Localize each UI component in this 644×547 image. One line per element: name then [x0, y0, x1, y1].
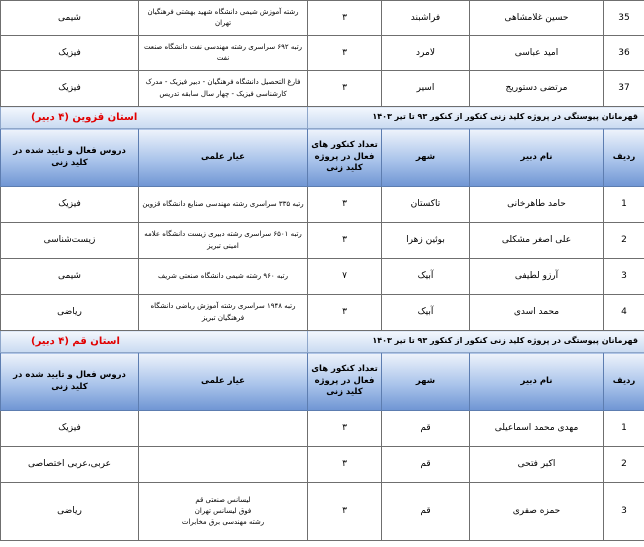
lessons: فیزیک: [1, 71, 139, 107]
qualification: رتبه ۶۹۲ سراسری رشته مهندسی نفت دانشگاه صنعت نفت: [139, 36, 308, 71]
teacher-name: مهدی محمد اسماعیلی: [470, 411, 604, 447]
province-title: استان قم (۴ دبیر): [1, 331, 308, 353]
teacher-name: حامد طاهرخانی: [470, 187, 604, 223]
table-row: [1, 187, 644, 223]
section-banner: [1, 107, 644, 129]
qualification: [139, 411, 308, 447]
header-num: ردیف: [604, 129, 644, 187]
teacher-name: علی اصغر مشکلی: [470, 223, 604, 259]
header-name: نام دبیر: [470, 129, 604, 187]
row-number: 4: [604, 295, 644, 331]
row-number: 2: [604, 447, 644, 483]
header-lessons: دروس فعال و تایید شده در کلید زنی: [1, 129, 139, 187]
lessons: فیزیک: [1, 187, 139, 223]
exam-count: ۳: [308, 36, 382, 71]
header-num: ردیف: [604, 353, 644, 411]
row-number: 37: [604, 71, 644, 107]
header-city: شهر: [382, 353, 470, 411]
header-qualification: عیار علمی: [139, 353, 308, 411]
row-number: 2: [604, 223, 644, 259]
teacher-name: اکبر فتحی: [470, 447, 604, 483]
table-row: [1, 295, 644, 331]
qualification: رتبه ۳۳۵ سراسری رشته مهندسی صنایع دانشگاه قزوین: [139, 187, 308, 223]
row-number: 3: [604, 259, 644, 295]
city: قم: [382, 483, 470, 541]
city: فراشبند: [382, 1, 470, 36]
table-row: [1, 1, 644, 36]
table-row: [1, 36, 644, 71]
section-title: قهرمانان پیوستگی در پروژه کلید زنی کنکور از کنکور ۹۳ تا تیر ۱۴۰۳: [308, 331, 644, 353]
qualification: فارغ التحصیل دانشگاه فرهنگیان - دبیر فیزیک - مدرک کارشناسی فیزیک - چهار سال سابقه تدریس: [139, 71, 308, 107]
province-title: استان قزوین (۴ دبیر): [1, 107, 308, 129]
lessons: شیمی: [1, 1, 139, 36]
header-lessons: دروس فعال و تایید شده در کلید زنی: [1, 353, 139, 411]
section-banner: [1, 331, 644, 353]
lessons: ریاضی: [1, 483, 139, 541]
lessons: فیزیک: [1, 411, 139, 447]
header-count: تعداد کنکور های فعال در پروژه کلید زنی: [308, 353, 382, 411]
exam-count: ۳: [308, 483, 382, 541]
city: آبیک: [382, 259, 470, 295]
section-title: قهرمانان پیوستگی در پروژه کلید زنی کنکور از کنکور ۹۳ تا تیر ۱۴۰۳: [308, 107, 644, 129]
teacher-name: مرتضی دستوریج: [470, 71, 604, 107]
qualification: رشته آموزش شیمی دانشگاه شهید بهشتی فرهنگیان تهران: [139, 1, 308, 36]
row-number: 36: [604, 36, 644, 71]
teacher-name: حسین غلامشاهی: [470, 1, 604, 36]
exam-count: ۳: [308, 411, 382, 447]
header-qualification: عیار علمی: [139, 129, 308, 187]
table-row: [1, 447, 644, 483]
lessons: عربی،عربی اختصاصی: [1, 447, 139, 483]
qualification-line: فوق لیسانس تهران: [194, 506, 252, 515]
city: قم: [382, 411, 470, 447]
header-city: شهر: [382, 129, 470, 187]
header-name: نام دبیر: [470, 353, 604, 411]
row-number: 1: [604, 187, 644, 223]
exam-count: ۳: [308, 295, 382, 331]
qualification: [139, 483, 308, 541]
lessons: فیزیک: [1, 36, 139, 71]
qualification: رتبه ۹۶۰ رشته شیمی دانشگاه صنعتی شریف: [139, 259, 308, 295]
table-row: [1, 71, 644, 107]
lessons: ریاضی: [1, 295, 139, 331]
qualification: رتبه ۶۵۰۱ سراسری رشته دبیری زیست دانشگاه علامه امینی تبریز: [139, 223, 308, 259]
header-count: تعداد کنکور های فعال در پروژه کلید زنی: [308, 129, 382, 187]
qualification: رتبه ۱۹۴۸ سراسری رشته آموزش ریاضی دانشگاه فرهنگیان تبریز: [139, 295, 308, 331]
teacher-name: امید عباسی: [470, 36, 604, 71]
row-number: 35: [604, 1, 644, 36]
table-row: [1, 411, 644, 447]
qualification-line: رشته مهندسی برق مخابرات: [181, 518, 265, 527]
row-number: 1: [604, 411, 644, 447]
exam-count: ۳: [308, 223, 382, 259]
exam-count: ۳: [308, 447, 382, 483]
city: لامرد: [382, 36, 470, 71]
teacher-name: حمزه صفری: [470, 483, 604, 541]
table-header: [1, 353, 644, 411]
table-row: [1, 259, 644, 295]
exam-count: ۳: [308, 71, 382, 107]
qualification-line: لیسانس صنعتی قم: [195, 495, 251, 504]
exam-count: ۷: [308, 259, 382, 295]
lessons: شیمی: [1, 259, 139, 295]
city: قم: [382, 447, 470, 483]
teacher-name: محمد اسدی: [470, 295, 604, 331]
teacher-name: آرزو لطیفی: [470, 259, 604, 295]
city: آبیک: [382, 295, 470, 331]
table-header: [1, 129, 644, 187]
lessons: زیست‌شناسی: [1, 223, 139, 259]
table-row: [1, 223, 644, 259]
qualification: [139, 447, 308, 483]
exam-count: ۳: [308, 1, 382, 36]
city: بوئین زهرا: [382, 223, 470, 259]
row-number: 3: [604, 483, 644, 541]
exam-count: ۳: [308, 187, 382, 223]
table-row: [1, 483, 644, 541]
city: اسیر: [382, 71, 470, 107]
city: تاکستان: [382, 187, 470, 223]
